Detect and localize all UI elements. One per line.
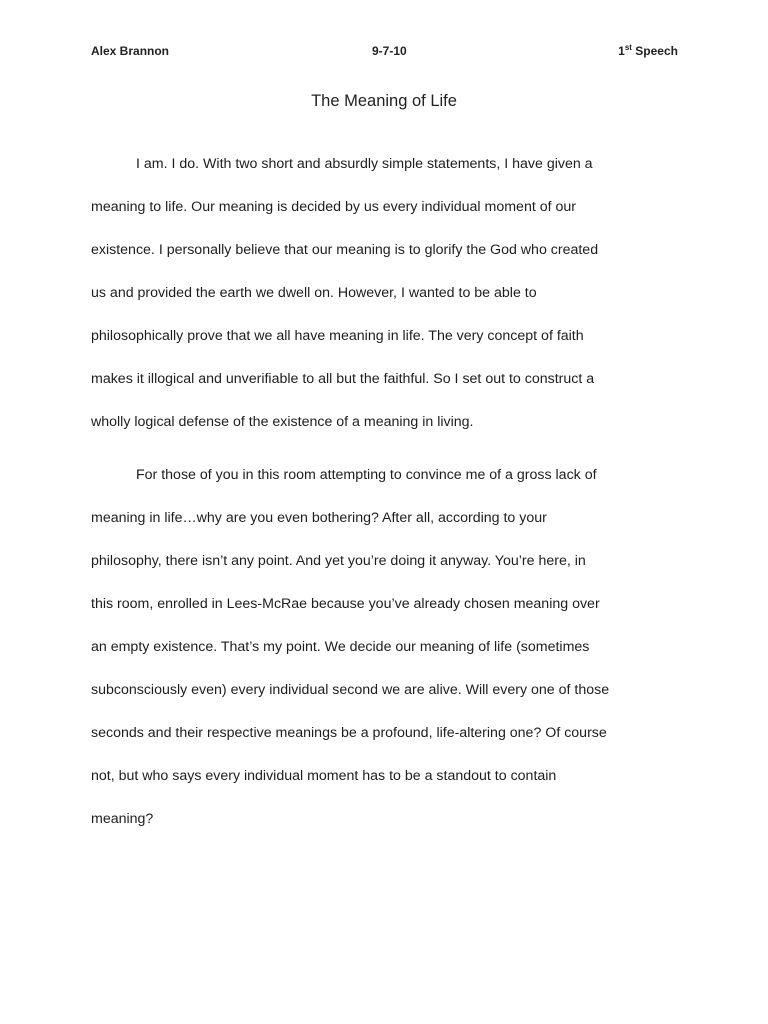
paragraph-line: For those of you in this room attempting to convince me of a gross lack of bbox=[136, 467, 597, 483]
paragraph-line: philosophy, there isn’t any point. And yet you’re doing it anyway. You’re here, in bbox=[91, 553, 586, 569]
paragraph-line: seconds and their respective meanings be a profound, life-altering one? Of course bbox=[91, 725, 607, 741]
header-speech-label: Speech bbox=[631, 44, 678, 58]
header-speech-number: 1 bbox=[618, 44, 625, 58]
paragraph-line: existence. I personally believe that our meaning is to glorify the God who created bbox=[91, 242, 599, 258]
paragraph-line: wholly logical defense of the existence of a meaning in living. bbox=[91, 414, 474, 430]
paragraph-line: philosophically prove that we all have meaning in life. The very concept of faith bbox=[91, 328, 584, 344]
paragraph-line: an empty existence. That’s my point. We decide our meaning of life (sometimes bbox=[91, 639, 590, 655]
paragraph-line: I am. I do. With two short and absurdly simple statements, I have given a bbox=[136, 156, 593, 172]
header-date: 9-7-10 bbox=[372, 44, 407, 58]
paragraph-2 bbox=[91, 465, 680, 852]
header-speech bbox=[618, 44, 678, 58]
paragraph-line: meaning? bbox=[91, 811, 154, 827]
header-author: Alex Brannon bbox=[91, 44, 170, 58]
document-title: The Meaning of Life bbox=[311, 92, 457, 110]
paragraph-1 bbox=[91, 154, 680, 455]
paragraph-line: us and provided the earth we dwell on. However, I wanted to be able to bbox=[91, 285, 537, 301]
paragraph-line: meaning in life…why are you even bothering? After all, according to your bbox=[91, 510, 547, 526]
paragraph-line: not, but who says every individual moment has to be a standout to contain bbox=[91, 768, 557, 784]
paragraph-line: meaning to life. Our meaning is decided by us every individual moment of our bbox=[91, 199, 576, 215]
paragraph-line: makes it illogical and unverifiable to all but the faithful. So I set out to construct a bbox=[91, 371, 595, 387]
page-header bbox=[91, 44, 678, 64]
paragraph-line: this room, enrolled in Lees-McRae because you’ve already chosen meaning over bbox=[91, 596, 600, 612]
header-speech-suffix: st bbox=[624, 43, 632, 52]
paragraph-line: subconsciously even) every individual second we are alive. Will every one of those bbox=[91, 682, 610, 698]
